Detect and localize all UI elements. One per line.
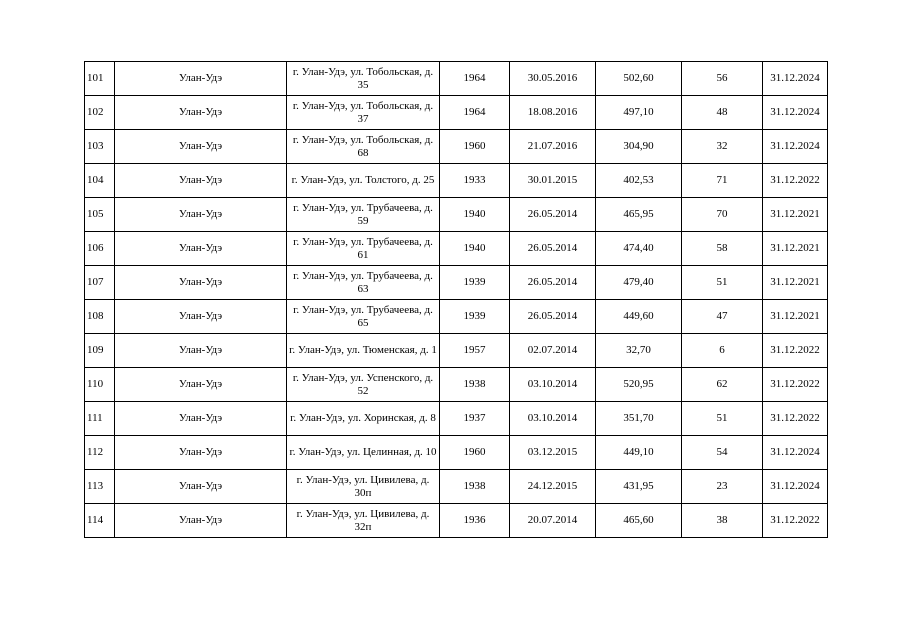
residents-count-cell: 38 [682,504,763,538]
date-cell: 18.08.2016 [510,96,596,130]
area-cell: 497,10 [596,96,682,130]
build-year-cell: 1939 [440,300,510,334]
deadline-cell: 31.12.2022 [763,402,828,436]
address-cell: г. Улан-Удэ, ул. Тобольская, д. 35 [287,62,440,96]
area-cell: 520,95 [596,368,682,402]
city-cell: Улан-Удэ [115,232,287,266]
date-cell: 30.05.2016 [510,62,596,96]
table-row [85,232,828,266]
deadline-cell: 31.12.2022 [763,334,828,368]
row-number-cell: 107 [85,266,115,300]
address-cell: г. Улан-Удэ, ул. Тобольская, д. 68 [287,130,440,164]
deadline-cell: 31.12.2024 [763,436,828,470]
city-cell: Улан-Удэ [115,96,287,130]
row-number-cell: 104 [85,164,115,198]
area-cell: 431,95 [596,470,682,504]
area-cell: 402,53 [596,164,682,198]
table-row [85,470,828,504]
deadline-cell: 31.12.2021 [763,198,828,232]
city-cell: Улан-Удэ [115,164,287,198]
address-cell: г. Улан-Удэ, ул. Целинная, д. 10 [287,436,440,470]
table-row [85,368,828,402]
build-year-cell: 1957 [440,334,510,368]
table-row [85,402,828,436]
deadline-cell: 31.12.2024 [763,62,828,96]
deadline-cell: 31.12.2021 [763,266,828,300]
city-cell: Улан-Удэ [115,130,287,164]
residents-count-cell: 51 [682,266,763,300]
date-cell: 24.12.2015 [510,470,596,504]
area-cell: 449,10 [596,436,682,470]
address-cell: г. Улан-Удэ, ул. Толстого, д. 25 [287,164,440,198]
address-cell: г. Улан-Удэ, ул. Тобольская, д. 37 [287,96,440,130]
table-row [85,266,828,300]
table-row [85,62,828,96]
build-year-cell: 1938 [440,368,510,402]
address-cell: г. Улан-Удэ, ул. Тюменская, д. 1 [287,334,440,368]
date-cell: 03.10.2014 [510,368,596,402]
address-cell: г. Улан-Удэ, ул. Трубачеева, д. 61 [287,232,440,266]
row-number-cell: 113 [85,470,115,504]
city-cell: Улан-Удэ [115,334,287,368]
deadline-cell: 31.12.2021 [763,232,828,266]
row-number-cell: 108 [85,300,115,334]
table-row [85,96,828,130]
city-cell: Улан-Удэ [115,368,287,402]
area-cell: 479,40 [596,266,682,300]
area-cell: 351,70 [596,402,682,436]
table-row [85,198,828,232]
address-cell: г. Улан-Удэ, ул. Успенского, д. 52 [287,368,440,402]
table-row [85,164,828,198]
table-row [85,300,828,334]
table-row [85,334,828,368]
area-cell: 32,70 [596,334,682,368]
build-year-cell: 1940 [440,198,510,232]
residents-count-cell: 56 [682,62,763,96]
deadline-cell: 31.12.2022 [763,504,828,538]
row-number-cell: 112 [85,436,115,470]
city-cell: Улан-Удэ [115,402,287,436]
residents-count-cell: 51 [682,402,763,436]
residents-count-cell: 54 [682,436,763,470]
address-cell: г. Улан-Удэ, ул. Трубачеева, д. 59 [287,198,440,232]
address-cell: г. Улан-Удэ, ул. Трубачеева, д. 65 [287,300,440,334]
row-number-cell: 110 [85,368,115,402]
city-cell: Улан-Удэ [115,436,287,470]
build-year-cell: 1940 [440,232,510,266]
residents-count-cell: 47 [682,300,763,334]
deadline-cell: 31.12.2022 [763,164,828,198]
address-cell: г. Улан-Удэ, ул. Хоринская, д. 8 [287,402,440,436]
deadline-cell: 31.12.2024 [763,130,828,164]
table-row [85,436,828,470]
area-cell: 502,60 [596,62,682,96]
date-cell: 02.07.2014 [510,334,596,368]
residents-count-cell: 48 [682,96,763,130]
residents-count-cell: 58 [682,232,763,266]
deadline-cell: 31.12.2024 [763,470,828,504]
row-number-cell: 103 [85,130,115,164]
residents-count-cell: 62 [682,368,763,402]
row-number-cell: 102 [85,96,115,130]
address-cell: г. Улан-Удэ, ул. Трубачеева, д. 63 [287,266,440,300]
build-year-cell: 1960 [440,130,510,164]
area-cell: 449,60 [596,300,682,334]
address-cell: г. Улан-Удэ, ул. Цивилева, д. 32п [287,504,440,538]
date-cell: 20.07.2014 [510,504,596,538]
build-year-cell: 1936 [440,504,510,538]
deadline-cell: 31.12.2024 [763,96,828,130]
row-number-cell: 109 [85,334,115,368]
date-cell: 21.07.2016 [510,130,596,164]
row-number-cell: 101 [85,62,115,96]
build-year-cell: 1933 [440,164,510,198]
build-year-cell: 1937 [440,402,510,436]
city-cell: Улан-Удэ [115,62,287,96]
date-cell: 26.05.2014 [510,232,596,266]
date-cell: 30.01.2015 [510,164,596,198]
build-year-cell: 1964 [440,62,510,96]
row-number-cell: 114 [85,504,115,538]
date-cell: 03.10.2014 [510,402,596,436]
row-number-cell: 111 [85,402,115,436]
city-cell: Улан-Удэ [115,504,287,538]
residents-count-cell: 23 [682,470,763,504]
residents-count-cell: 6 [682,334,763,368]
build-year-cell: 1939 [440,266,510,300]
address-cell: г. Улан-Удэ, ул. Цивилева, д. 30п [287,470,440,504]
residents-count-cell: 71 [682,164,763,198]
city-cell: Улан-Удэ [115,266,287,300]
date-cell: 26.05.2014 [510,300,596,334]
residents-count-cell: 32 [682,130,763,164]
city-cell: Улан-Удэ [115,300,287,334]
table-body [85,62,828,538]
deadline-cell: 31.12.2022 [763,368,828,402]
table-row [85,130,828,164]
housing-table [84,61,828,538]
build-year-cell: 1938 [440,470,510,504]
city-cell: Улан-Удэ [115,198,287,232]
area-cell: 465,60 [596,504,682,538]
area-cell: 474,40 [596,232,682,266]
residents-count-cell: 70 [682,198,763,232]
deadline-cell: 31.12.2021 [763,300,828,334]
date-cell: 26.05.2014 [510,266,596,300]
table-row [85,504,828,538]
build-year-cell: 1960 [440,436,510,470]
date-cell: 03.12.2015 [510,436,596,470]
city-cell: Улан-Удэ [115,470,287,504]
row-number-cell: 106 [85,232,115,266]
row-number-cell: 105 [85,198,115,232]
build-year-cell: 1964 [440,96,510,130]
date-cell: 26.05.2014 [510,198,596,232]
area-cell: 304,90 [596,130,682,164]
area-cell: 465,95 [596,198,682,232]
